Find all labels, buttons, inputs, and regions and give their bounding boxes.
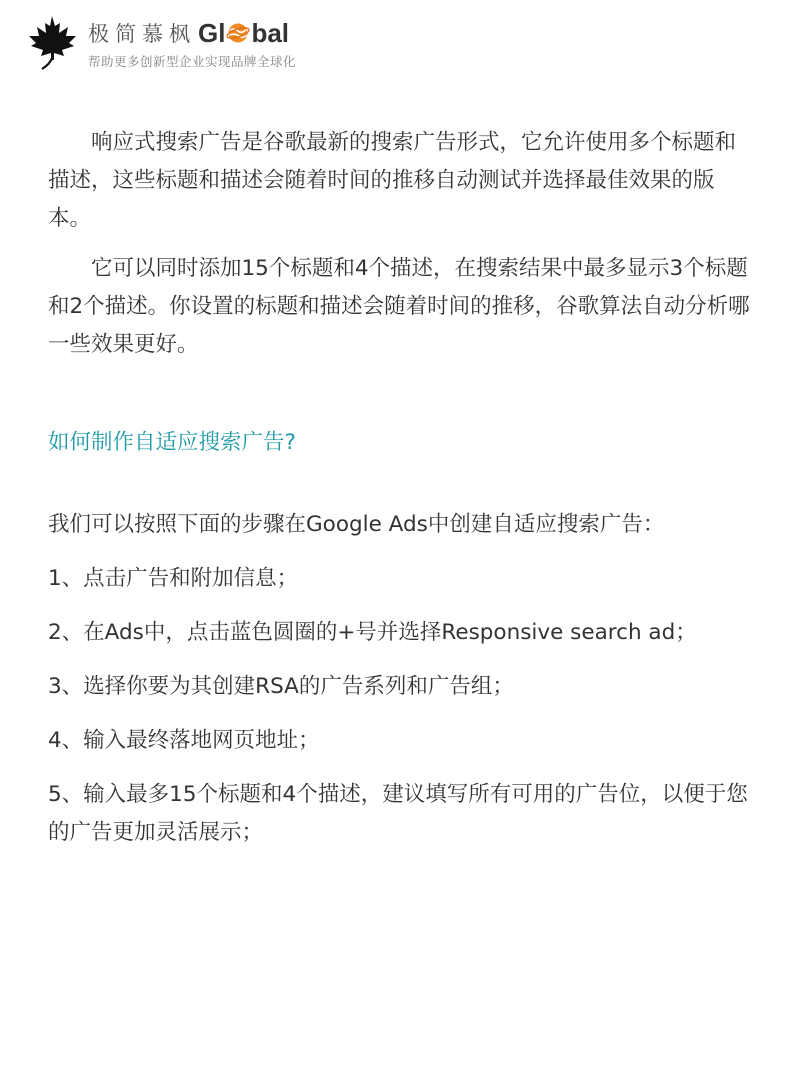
step-item-4: 4、输入最终落地网页地址；: [48, 728, 320, 753]
step-item-1: 1、点击广告和附加信息；: [48, 566, 299, 591]
steps-list: [48, 560, 754, 852]
brand-name: [88, 18, 289, 48]
steps-lead: 我们可以按照下面的步骤在Google Ads中创建自适应搜索广告：: [48, 512, 665, 537]
brand-name-en: [198, 18, 289, 49]
globe-icon: [226, 22, 250, 44]
brand-name-en-suffix: bal: [251, 17, 290, 48]
intro-paragraph-2: 它可以同时添加15个标题和4个描述，在搜索结果中最多显示3个标题和2个描述。你设置的标题和描述会随着时间的推移，谷歌算法自动分析哪一些效果更好。: [48, 256, 750, 357]
section-title: 如何制作自适应搜索广告?: [48, 430, 296, 455]
brand-header: [24, 14, 384, 70]
step-item-3: 3、选择你要为其创建RSA的广告系列和广告组；: [48, 674, 514, 699]
step-item-5: 5、输入最多15个标题和4个描述，建议填写所有可用的广告位，以便于您的广告更加灵活展示；: [48, 782, 748, 845]
intro-paragraph-1: 响应式搜索广告是谷歌最新的搜索广告形式，它允许使用多个标题和描述，这些标题和描述会随着时间的推移自动测试并选择最佳效果的版本。: [48, 130, 737, 231]
article-body: [48, 124, 754, 868]
step-item-2: 2、在Ads中，点击蓝色圆圈的+号并选择Responsive search ad；: [48, 620, 697, 645]
maple-leaf-icon: [24, 14, 80, 70]
brand-name-en-prefix: Gl: [198, 17, 226, 48]
brand-name-cn: 极简慕枫: [88, 22, 196, 46]
brand-tagline: 帮助更多创新型企业实现品牌全球化: [88, 54, 297, 69]
